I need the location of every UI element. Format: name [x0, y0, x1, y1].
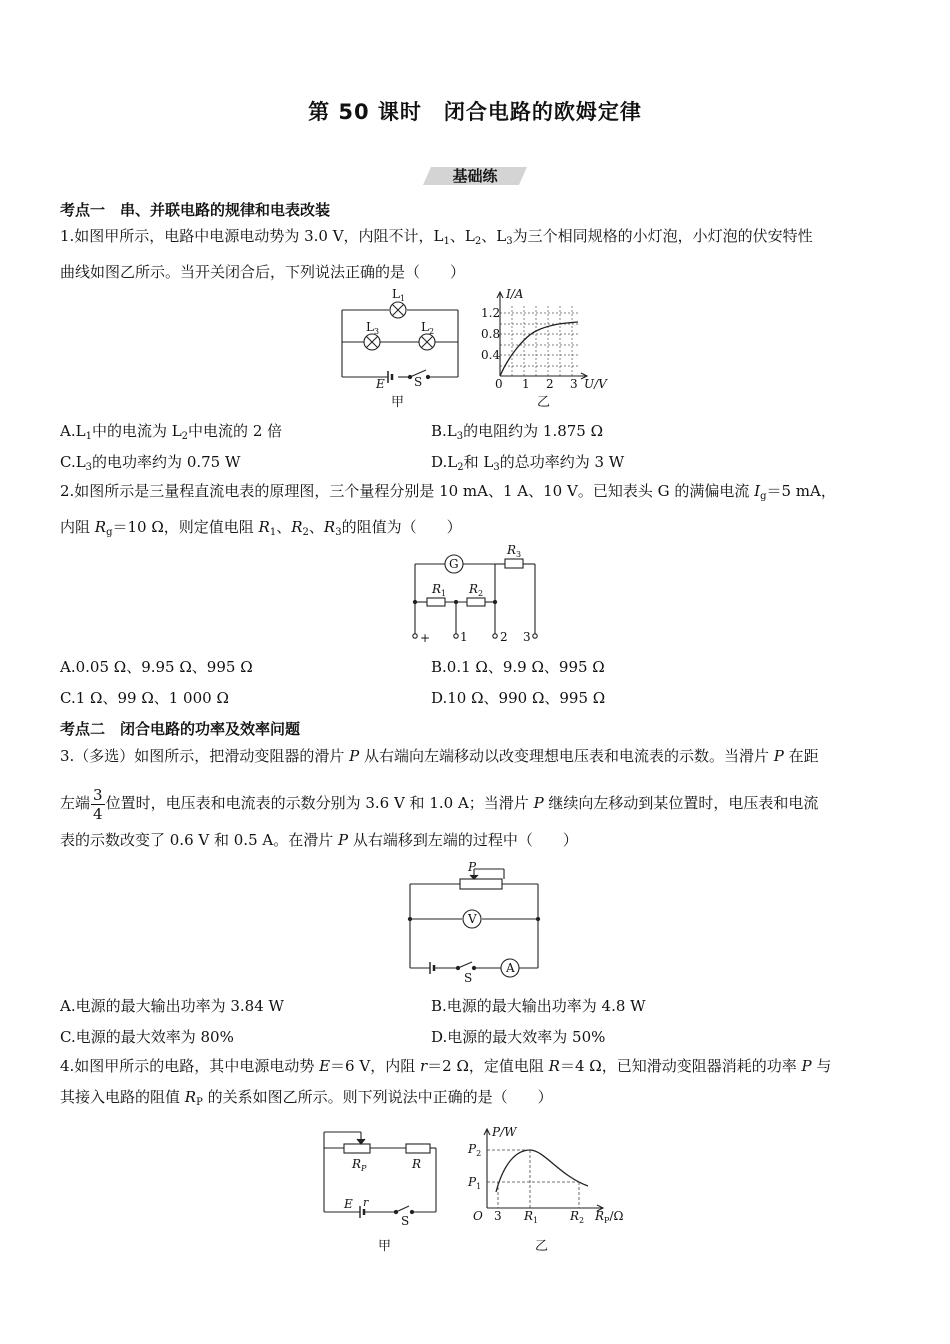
tick-p1: $P_1$ — [468, 1175, 482, 1191]
label-s: S — [401, 1214, 410, 1228]
tick-r1: $R_1$ — [524, 1209, 539, 1225]
label-internal-r: r — [363, 1196, 369, 1209]
page-title: 第 50 课时 闭合电路的欧姆定律 — [308, 100, 642, 124]
terminal-1: 1 — [460, 630, 468, 644]
question-3-text: 3.（多选）如图所示，把滑动变阻器的滑片 P 从右端向左端移动以改变理想电压表和电流表的示数。当滑片 P 在距 左端 $\frac{3}{4}$ 位置时，电压表和电流表的示数分别为 3.6 V 和 1.0 A；当滑片 P 继续向左移动到某位置时，电压表和电流 表的示数改变了 0.6 V 和 0.5 A。在滑片 P 从右端移到左端的过程中（ ） — [60, 747, 819, 849]
tick-r2: $R_2$ — [570, 1209, 585, 1225]
q2-option-c[interactable]: C.1 Ω、99 Ω、1 000 Ω — [60, 689, 229, 707]
terminal-2: 2 — [500, 630, 508, 644]
power-curve-line — [496, 1150, 588, 1192]
x-axis-label: $R_P/\Omega$ — [595, 1209, 624, 1225]
q1-option-b[interactable]: $B.L_3$的电阻约为 1.875 Ω — [431, 422, 604, 442]
resistor-r2-icon — [467, 598, 485, 606]
y-axis-label: I/A — [506, 287, 524, 301]
tick-3: 3 — [494, 1209, 502, 1223]
q1-circuit-jia — [330, 285, 470, 413]
label-l2: $L_2$ — [421, 320, 435, 336]
q3-option-c[interactable]: C.电源的最大效率为 80% — [60, 1028, 234, 1046]
label-p: P — [468, 860, 477, 874]
x-tick-1: 1 — [522, 377, 530, 391]
q4-power-graph-yi — [462, 1122, 637, 1256]
q3-circuit — [400, 858, 550, 986]
caption-yi: 乙 — [535, 1239, 549, 1254]
section-heading-1: 考点一 串、并联电路的规律和电表改装 — [60, 201, 331, 219]
label-s: S — [414, 375, 423, 389]
x-tick-3: 3 — [570, 377, 578, 391]
resistor-r1-icon — [427, 598, 445, 606]
y-axis-label: P/W — [492, 1125, 517, 1139]
x-tick-2: 2 — [546, 377, 554, 391]
label-v: V — [468, 912, 477, 926]
resistor-r3-icon — [505, 559, 523, 568]
y-tick-1-2: 1.2 — [481, 306, 501, 320]
rheostat-icon — [460, 879, 502, 889]
tick-p2: $P_2$ — [468, 1142, 482, 1158]
y-tick-0-4: 0.4 — [481, 348, 501, 362]
q3-option-b[interactable]: B.电源的最大输出功率为 4.8 W — [431, 997, 646, 1015]
rheostat-rp-icon — [344, 1144, 370, 1153]
q3-option-a[interactable]: A.电源的最大输出功率为 3.84 W — [60, 997, 284, 1015]
q3-option-d[interactable]: D.电源的最大效率为 50% — [431, 1028, 606, 1046]
q1-option-d[interactable]: $D.L_2$和 $L_3$的总功率约为 3 W — [431, 453, 625, 473]
q2-option-a[interactable]: A.0.05 Ω、9.95 Ω、995 Ω — [60, 658, 253, 676]
label-e: E — [344, 1197, 353, 1211]
resistor-r-icon — [406, 1144, 430, 1153]
x-tick-0: 0 — [495, 377, 503, 391]
label-l1: $L_1$ — [392, 287, 406, 303]
q1-option-c[interactable]: $C.L_3$的电功率约为 0.75 W — [60, 453, 241, 473]
q2-meter-circuit — [405, 542, 555, 648]
question-4-text: 4.如图甲所示的电路，其中电源电动势 E＝6 V，内阻 r＝2 Ω，定值电阻 R＝4 Ω，已知滑动变阻器消耗的功率 P 与 其接入电路的阻值 $R_P$ 的关系如图乙所示。则下列说法中正确的是（ ） — [60, 1057, 832, 1108]
label-rp: $R_P$ — [352, 1157, 367, 1173]
label-s: S — [464, 971, 473, 985]
section-heading-2: 考点二 闭合电路的功率及效率问题 — [60, 720, 301, 738]
q1-option-a[interactable]: $A.L_1$中的电流为 $L_2$中电流的 2 倍 — [60, 422, 283, 442]
terminal-plus: + — [420, 631, 431, 645]
q1-iv-curve-yi — [476, 285, 616, 413]
fraction-three-quarters: $\frac{3}{4}$ — [93, 785, 103, 823]
origin-o: O — [473, 1209, 483, 1223]
x-axis-label: U/V — [584, 377, 607, 391]
question-2-text: 2.如图所示是三量程直流电表的原理图，三个量程分别是 10 mA、1 A、10 V。已知表头 G 的满偏电流 $I_g=5$ mA， 内阻 $R_g=10$ Ω，则定值电阻 $R_1$、$R_2$、$R_3$的阻值为（ ） — [60, 482, 836, 538]
question-1-text: 1.如图甲所示，电路中电源电动势为 3.0 V，内阻不计，$L_1$、$L_2$、$L_3$为三个相同规格的小灯泡，小灯泡的伏安特性 曲线如图乙所示。当开关闭合后，下列说法正确的是（ ） — [60, 227, 813, 281]
label-e: E — [376, 377, 385, 391]
label-l3: $L_3$ — [366, 320, 380, 336]
label-r3: $R_3$ — [507, 543, 522, 559]
label-r2: $R_2$ — [469, 582, 484, 598]
label-r: R — [412, 1157, 422, 1171]
y-tick-0-8: 0.8 — [481, 327, 501, 341]
label-r1: $R_1$ — [432, 582, 447, 598]
label-a: A — [506, 961, 515, 975]
caption-yi: 乙 — [537, 395, 551, 410]
caption-jia: 甲 — [378, 1239, 392, 1254]
label-g: G — [449, 557, 459, 571]
banner-label: 基础练 — [452, 167, 498, 185]
q2-option-d[interactable]: D.10 Ω、990 Ω、995 Ω — [431, 689, 606, 707]
terminal-3: 3 — [523, 630, 531, 644]
q2-option-b[interactable]: B.0.1 Ω、9.9 Ω、995 Ω — [431, 658, 605, 676]
caption-jia: 甲 — [391, 395, 405, 410]
q4-circuit-jia — [314, 1122, 444, 1256]
